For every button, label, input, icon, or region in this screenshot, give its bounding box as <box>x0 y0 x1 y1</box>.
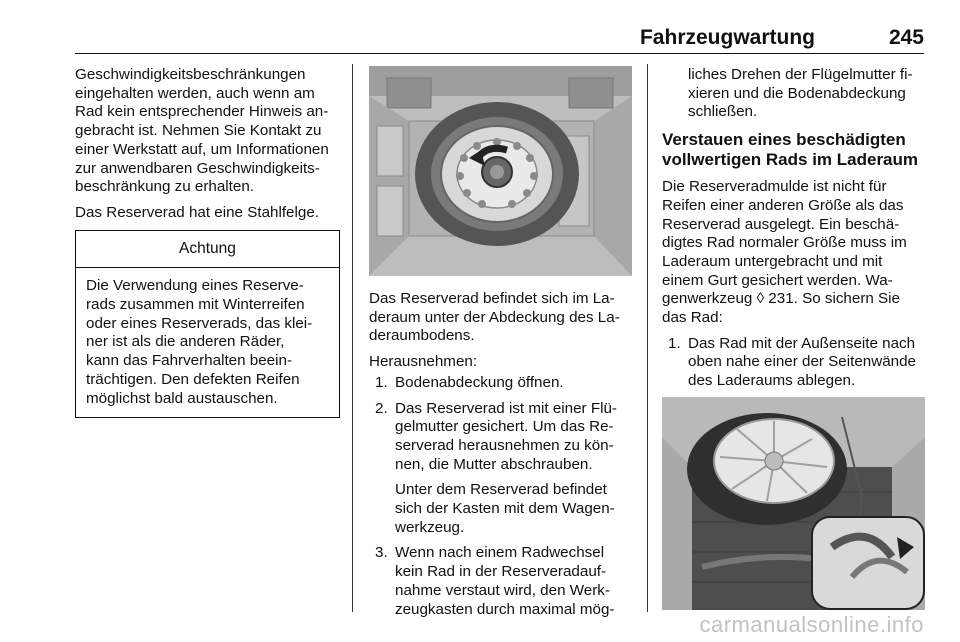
text-line: des Laderaums ablegen. <box>688 372 856 390</box>
text-line: xieren und die Bodenabdeckung <box>688 84 906 102</box>
warning-title: Achtung <box>76 231 339 269</box>
section-heading <box>662 130 932 170</box>
page-header-title: Fahrzeugwartung <box>639 26 815 49</box>
text-line: Das Reserverad hat eine Stahlfelge. <box>75 203 319 221</box>
text-line: Rad kein entsprechender Hinweis an- <box>75 103 329 121</box>
step-number: 1. <box>668 334 681 352</box>
paragraph-steel-rim <box>75 204 340 223</box>
text-line: einer Werkstatt auf, um Informationen <box>75 140 329 158</box>
text-segment: genwerkzeug <box>662 290 757 308</box>
text-line: oder eines Reserverads, das klei- <box>86 314 313 332</box>
list-item <box>369 544 634 619</box>
column-right <box>662 66 932 610</box>
paragraph-speed-limit <box>75 66 340 197</box>
column-middle <box>369 66 634 626</box>
text-line: möglichst bald austauschen. <box>86 389 278 407</box>
text-line: vollwertigen Rads im Laderaum <box>662 150 919 170</box>
text-line: zur anwendbaren Geschwindigkeits- <box>75 159 320 177</box>
text-line: beschränkung zu erhalten. <box>75 178 254 196</box>
text-line: Die Verwendung eines Reserve- <box>86 277 304 295</box>
text-line: einem Gurt gesichert werden. Wa- <box>662 271 893 289</box>
column-divider-left <box>352 64 353 612</box>
text-line: rads zusammen mit Winterreifen <box>86 296 305 314</box>
watermark: carmanualsonline.info <box>699 612 924 637</box>
text-line: ner ist als die anderen Räder, <box>86 333 285 351</box>
text-line: Wenn nach einem Radwechsel <box>395 544 605 562</box>
text-line: deraum unter der Abdeckung des La- <box>369 308 620 326</box>
warning-box <box>75 230 340 419</box>
text-line: gebracht ist. Nehmen Sie Kontakt zu <box>75 122 322 140</box>
text-line: trächtigen. Den defekten Reifen <box>86 370 300 388</box>
column-divider-right <box>647 64 648 612</box>
text-line: schließen. <box>688 103 758 121</box>
text-line: deraumbodens. <box>369 327 475 345</box>
procedure-steps <box>369 374 634 619</box>
text-line: Die Reserveradmulde ist nicht für <box>662 178 887 196</box>
list-item <box>662 335 932 391</box>
step-number: 2. <box>375 399 388 417</box>
page-number: 245 <box>888 26 924 49</box>
step-continuation <box>662 66 932 122</box>
cargo-wheel-strap-illustration <box>662 397 925 610</box>
text-line: Das Rad mit der Außenseite nach <box>688 334 916 352</box>
text-line: Laderaum untergebracht und mit <box>662 252 883 270</box>
text-line: Das Reserverad ist mit einer Flü- <box>395 399 617 417</box>
paragraph-damaged-wheel <box>662 178 932 328</box>
text-line: serverad herausnehmen zu kön- <box>395 436 614 454</box>
text-line: Reifen einer anderen Größe als das <box>662 196 904 214</box>
text-line: liches Drehen der Flügelmutter fi- <box>688 66 913 83</box>
text-line: nahme verstaut wird, den Werk- <box>395 581 610 599</box>
text-line: Unter dem Reserverad befindet <box>395 481 607 499</box>
text-line: das Rad: <box>662 309 723 327</box>
text-line: kann das Fahrverhalten beein- <box>86 352 293 370</box>
step-note <box>395 481 634 537</box>
step-number: 1. <box>375 373 388 391</box>
text-line: werkzeug. <box>395 518 465 536</box>
text-line: gelmutter gesichert. Um das Re- <box>395 418 614 436</box>
warning-body <box>76 268 339 417</box>
text-line <box>662 290 932 309</box>
list-item <box>369 374 634 393</box>
step-number: 3. <box>375 544 388 562</box>
figure-caption <box>369 290 634 346</box>
text-line: digtes Rad normaler Größe muss im <box>662 234 907 252</box>
text-segment: 231. So sichern Sie <box>764 290 901 308</box>
page-reference-icon[interactable]: ◊ <box>756 290 765 308</box>
text-line: Das Reserverad befindet sich im La- <box>369 290 615 307</box>
text-line: Reserverad ausgelegt. Ein beschä- <box>662 215 900 233</box>
text-line: sich der Kasten mit dem Wagen- <box>395 500 615 518</box>
text-line: kein Rad in der Reserveradauf- <box>395 563 607 581</box>
text-line: oben nahe einer der Seitenwände <box>688 353 916 371</box>
text-line: Geschwindigkeitsbeschränkungen <box>75 66 306 83</box>
text-line: nen, die Mutter abschrauben. <box>395 455 593 473</box>
text-line: Verstauen eines beschädigten <box>662 130 906 150</box>
text-line: eingehalten werden, auch wenn am <box>75 84 315 102</box>
spare-wheel-well-illustration <box>369 66 632 276</box>
text-line: Bodenabdeckung öffnen. <box>395 373 564 391</box>
procedure-intro: Herausnehmen: <box>369 353 478 371</box>
text-line: zeugkasten durch maximal mög- <box>395 600 615 618</box>
list-item <box>369 400 634 538</box>
header-rule <box>75 53 924 54</box>
column-left <box>75 66 340 418</box>
